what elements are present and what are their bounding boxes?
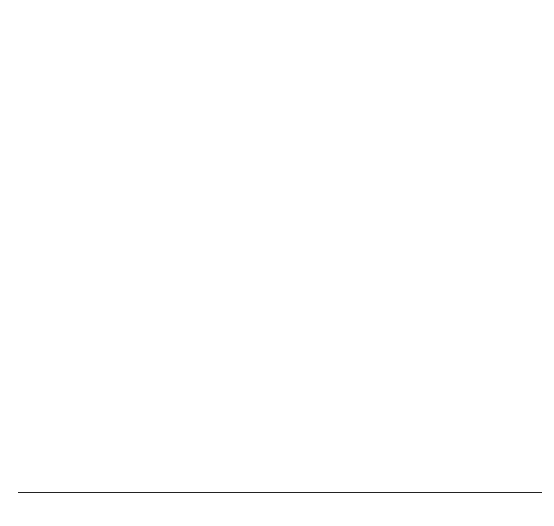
header-divider <box>18 492 542 493</box>
issue-header <box>18 470 542 492</box>
